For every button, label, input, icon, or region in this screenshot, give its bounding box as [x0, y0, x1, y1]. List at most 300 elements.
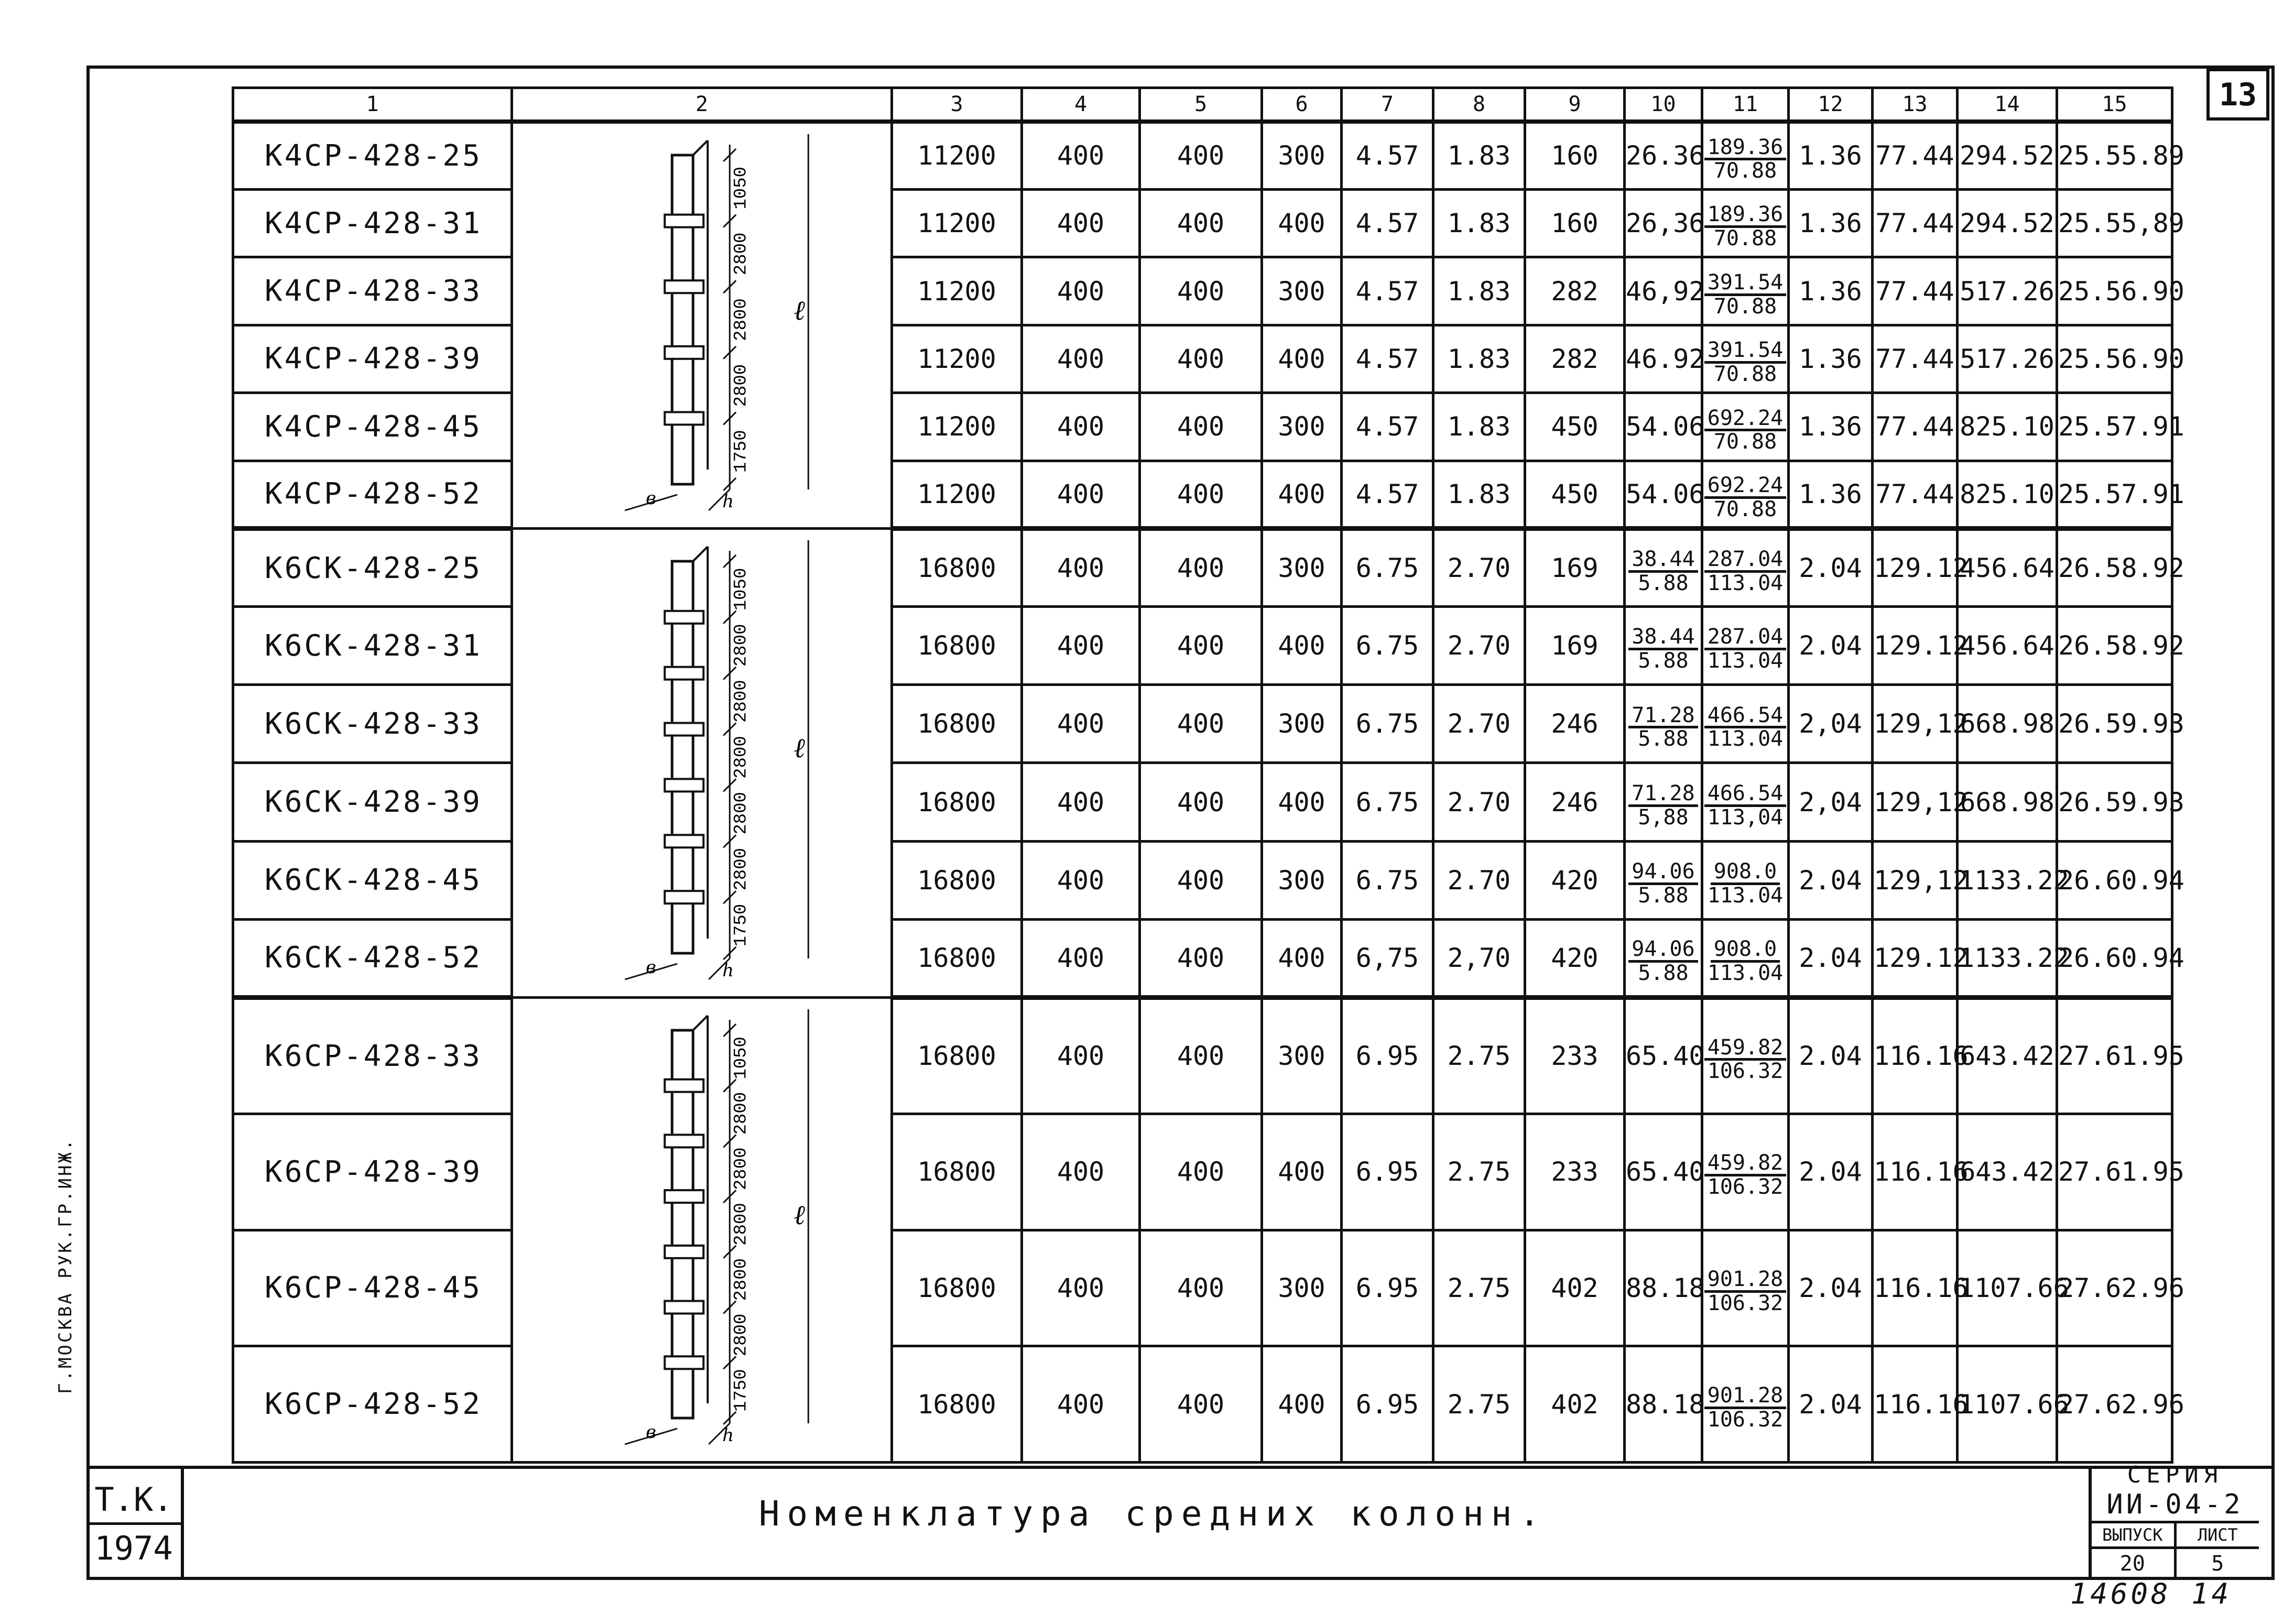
section-label-h: h: [722, 1425, 734, 1446]
value-cell: 456.64: [1958, 607, 2057, 685]
column-mark: К4СР-428-31: [233, 189, 512, 257]
column-mark: К6СР-428-33: [233, 998, 512, 1114]
value-cell: 160: [1525, 122, 1625, 189]
value-cell: 4.57: [1342, 189, 1433, 257]
dimension-label: 2800: [731, 364, 751, 407]
value-cell: 65.40: [1625, 998, 1702, 1114]
fraction-cell: [1702, 607, 1789, 685]
org-code: Т.К.: [94, 1480, 173, 1519]
value-cell: 400: [1022, 1346, 1140, 1463]
value-cell: 129.12: [1873, 607, 1958, 685]
value-cell: 1107.66: [1958, 1346, 2057, 1463]
dimension-label: 1750: [731, 903, 751, 947]
corbel: [665, 346, 703, 359]
numerator: 466.54: [1704, 783, 1787, 807]
dimension-label: 2800: [731, 624, 751, 667]
value-cell: 2,04: [1789, 685, 1873, 763]
value-cell: 402: [1525, 1230, 1625, 1346]
value-cell: 27.61.95: [2057, 998, 2172, 1114]
value-cell: 1.36: [1789, 122, 1873, 189]
fraction-cell: [1702, 998, 1789, 1114]
value-cell: 400: [1022, 189, 1140, 257]
value-cell: 11200: [892, 122, 1022, 189]
fraction-cell: [1702, 1230, 1789, 1346]
denominator: 70.88: [1713, 362, 1777, 386]
value-cell: 16800: [892, 1346, 1022, 1463]
header-cell: 13: [1873, 88, 1958, 122]
header-cell: 7: [1342, 88, 1433, 122]
value-cell: 400: [1140, 461, 1262, 528]
denominator: 106.32: [1707, 1291, 1784, 1315]
header-cell: 5: [1140, 88, 1262, 122]
dimension-label: 2800: [731, 1313, 751, 1357]
fraction: [1704, 861, 1787, 907]
value-cell: 1133.22: [1958, 841, 2057, 919]
value-cell: 517.26: [1958, 325, 2057, 393]
value-cell: 4.57: [1342, 325, 1433, 393]
header-cell: 14: [1958, 88, 2057, 122]
column-mark: К6СР-428-39: [233, 1114, 512, 1230]
value-cell: 25.56.90: [2057, 257, 2172, 325]
fraction-cell: [1702, 325, 1789, 393]
denominator: 113.04: [1707, 727, 1784, 751]
value-cell: 300: [1262, 122, 1342, 189]
value-cell: 1.83: [1433, 325, 1525, 393]
value-cell: 6.95: [1342, 1346, 1433, 1463]
fraction: [1704, 408, 1787, 453]
corbel: [665, 1080, 703, 1092]
value-cell: 400: [1022, 1114, 1140, 1230]
fraction-cell: [1702, 1114, 1789, 1230]
column-mark: К4СР-428-45: [233, 393, 512, 461]
value-cell: 300: [1262, 685, 1342, 763]
value-cell: 400: [1140, 919, 1262, 997]
value-cell: 400: [1022, 325, 1140, 393]
corbel: [665, 1356, 703, 1369]
corbel: [665, 1190, 703, 1203]
value-cell: 160: [1525, 189, 1625, 257]
value-cell: 400: [1022, 1230, 1140, 1346]
value-cell: 16800: [892, 1230, 1022, 1346]
fraction-cell: [1625, 763, 1702, 841]
value-cell: 16800: [892, 998, 1022, 1114]
value-cell: 1.36: [1789, 325, 1873, 393]
value-cell: 400: [1022, 529, 1140, 607]
header-cell: 9: [1525, 88, 1625, 122]
fraction: [1704, 939, 1787, 984]
value-cell: 26.59.93: [2057, 763, 2172, 841]
value-cell: 6.75: [1342, 607, 1433, 685]
denominator: 70.88: [1713, 497, 1777, 521]
value-cell: 2.04: [1789, 998, 1873, 1114]
fraction-cell: [1702, 919, 1789, 997]
value-cell: 2.75: [1433, 998, 1525, 1114]
column-edge: [693, 547, 708, 561]
column-edge: [693, 140, 708, 155]
numerator: 287.04: [1704, 626, 1787, 650]
length-label: ℓ: [793, 733, 805, 764]
value-cell: 77.44: [1873, 257, 1958, 325]
value-cell: 2.04: [1789, 1346, 1873, 1463]
dimension-label: 2800: [731, 232, 751, 276]
value-cell: 88.18: [1625, 1230, 1702, 1346]
fraction: [1628, 861, 1698, 907]
column-drawing: [512, 529, 892, 998]
header-cell: 12: [1789, 88, 1873, 122]
fraction-cell: [1702, 763, 1789, 841]
numerator: 459.82: [1704, 1152, 1787, 1176]
value-cell: 300: [1262, 1230, 1342, 1346]
value-cell: 16800: [892, 841, 1022, 919]
value-cell: 2.04: [1789, 607, 1873, 685]
value-cell: 668.98: [1958, 685, 2057, 763]
value-cell: 517.26: [1958, 257, 2057, 325]
denominator: 70.88: [1713, 294, 1777, 319]
value-cell: 400: [1262, 1114, 1342, 1230]
fraction: [1628, 783, 1698, 829]
value-cell: 2.70: [1433, 841, 1525, 919]
denominator: 113.04: [1707, 649, 1784, 673]
value-cell: 4.57: [1342, 393, 1433, 461]
value-cell: 2.04: [1789, 1230, 1873, 1346]
numerator: 94.06: [1628, 939, 1698, 963]
value-cell: 2.04: [1789, 529, 1873, 607]
value-cell: 46.92: [1625, 325, 1702, 393]
value-cell: 246: [1525, 685, 1625, 763]
corbel: [665, 891, 703, 903]
value-cell: 1107.66: [1958, 1230, 2057, 1346]
title-block-org: [86, 1475, 181, 1573]
dimension-label: 2800: [731, 792, 751, 835]
value-cell: 282: [1525, 325, 1625, 393]
value-cell: 77.44: [1873, 325, 1958, 393]
denominator: 106.32: [1707, 1059, 1784, 1084]
value-cell: 6.95: [1342, 998, 1433, 1114]
value-cell: 400: [1022, 685, 1140, 763]
corbel: [665, 667, 703, 680]
sheet-label: ЛИСТ: [2197, 1525, 2238, 1545]
denominator: 70.88: [1713, 159, 1777, 183]
nomenclature-table: [232, 86, 2184, 1464]
numerator: 189.36: [1704, 137, 1787, 161]
value-cell: 400: [1140, 1346, 1262, 1463]
value-cell: 77.44: [1873, 393, 1958, 461]
value-cell: 400: [1140, 325, 1262, 393]
header-cell: 11: [1702, 88, 1789, 122]
value-cell: 88.18: [1625, 1346, 1702, 1463]
value-cell: 1.36: [1789, 393, 1873, 461]
value-cell: 400: [1022, 393, 1140, 461]
value-cell: 400: [1022, 763, 1140, 841]
numerator: 71.28: [1628, 783, 1698, 807]
corbel: [665, 1135, 703, 1147]
column-mark: К6СК-428-31: [233, 607, 512, 685]
value-cell: 2.04: [1789, 1114, 1873, 1230]
value-cell: 6.75: [1342, 685, 1433, 763]
value-cell: 420: [1525, 919, 1625, 997]
fraction: [1704, 1152, 1787, 1198]
issue-value: 20: [2091, 1549, 2177, 1578]
fraction: [1704, 549, 1787, 594]
column-mark: К4СР-428-33: [233, 257, 512, 325]
column-mark: К6СК-428-33: [233, 685, 512, 763]
column-drawing: [512, 122, 892, 529]
value-cell: 54.06: [1625, 461, 1702, 528]
value-cell: 26.36: [1625, 122, 1702, 189]
fraction-cell: [1702, 529, 1789, 607]
value-cell: 400: [1140, 393, 1262, 461]
value-cell: 400: [1022, 122, 1140, 189]
fraction: [1704, 272, 1787, 318]
dimension-label: 1050: [731, 166, 751, 210]
dimension-label: 2800: [731, 736, 751, 779]
fraction-cell: [1702, 1346, 1789, 1463]
corbel: [665, 835, 703, 847]
value-cell: 400: [1022, 919, 1140, 997]
fraction: [1704, 204, 1787, 249]
numerator: 466.54: [1704, 705, 1787, 729]
header-cell: 4: [1022, 88, 1140, 122]
value-cell: 294.52: [1958, 122, 2057, 189]
fraction-cell: [1625, 841, 1702, 919]
value-cell: 11200: [892, 461, 1022, 528]
value-cell: 402: [1525, 1346, 1625, 1463]
denominator: 106.32: [1707, 1175, 1784, 1200]
value-cell: 233: [1525, 1114, 1625, 1230]
value-cell: 169: [1525, 529, 1625, 607]
value-cell: 129,12: [1873, 685, 1958, 763]
fraction-cell: [1702, 461, 1789, 528]
archive-number: 14608 14: [2070, 1577, 2232, 1610]
value-cell: 643.42: [1958, 998, 2057, 1114]
value-cell: 77.44: [1873, 189, 1958, 257]
denominator: 5.88: [1638, 883, 1689, 908]
numerator: 287.04: [1704, 549, 1787, 573]
column-mark: К4СР-428-25: [233, 122, 512, 189]
column-elevation-drawing: [515, 124, 889, 521]
value-cell: 16800: [892, 1114, 1022, 1230]
fraction: [1704, 1037, 1787, 1083]
value-cell: 400: [1262, 189, 1342, 257]
value-cell: 1.83: [1433, 461, 1525, 528]
value-cell: 4.57: [1342, 461, 1433, 528]
value-cell: 400: [1140, 257, 1262, 325]
corbel: [665, 779, 703, 791]
value-cell: 65.40: [1625, 1114, 1702, 1230]
value-cell: 116.16: [1873, 998, 1958, 1114]
series-label: СЕРИЯ: [2127, 1462, 2223, 1488]
value-cell: 2.75: [1433, 1230, 1525, 1346]
value-cell: 129,12: [1873, 841, 1958, 919]
numerator: 391.54: [1704, 272, 1787, 296]
value-cell: 400: [1022, 841, 1140, 919]
value-cell: 2,70: [1433, 919, 1525, 997]
column-drawing: [512, 998, 892, 1463]
fraction-cell: [1702, 685, 1789, 763]
denominator: 106.32: [1707, 1407, 1784, 1432]
value-cell: 1133.22: [1958, 919, 2057, 997]
value-cell: 1.83: [1433, 257, 1525, 325]
column-body: [672, 155, 693, 484]
value-cell: 11200: [892, 189, 1022, 257]
numerator: 71.28: [1628, 705, 1698, 729]
column-mark: К6СР-428-52: [233, 1346, 512, 1463]
value-cell: 1.36: [1789, 257, 1873, 325]
value-cell: 294.52: [1958, 189, 2057, 257]
value-cell: 400: [1262, 919, 1342, 997]
value-cell: 456.64: [1958, 529, 2057, 607]
value-cell: 129.12: [1873, 919, 1958, 997]
dimension-label: 1050: [731, 1037, 751, 1080]
section-label-h: h: [722, 960, 734, 981]
header-cell: 15: [2057, 88, 2172, 122]
fraction: [1704, 340, 1787, 385]
value-cell: 400: [1140, 607, 1262, 685]
value-cell: 16800: [892, 607, 1022, 685]
value-cell: 668.98: [1958, 763, 2057, 841]
dimension-label: 2800: [731, 680, 751, 723]
fraction-cell: [1702, 393, 1789, 461]
numerator: 38.44: [1628, 626, 1698, 650]
dimension-label: 2800: [731, 1092, 751, 1135]
denominator: 113,04: [1707, 805, 1784, 830]
value-cell: 25.56.90: [2057, 325, 2172, 393]
fraction-cell: [1625, 529, 1702, 607]
value-cell: 1.83: [1433, 189, 1525, 257]
value-cell: 25.57.91: [2057, 461, 2172, 528]
value-cell: 2.75: [1433, 1346, 1525, 1463]
column-mark: К6СК-428-39: [233, 763, 512, 841]
fraction: [1628, 549, 1698, 594]
value-cell: 6,75: [1342, 919, 1433, 997]
section-label-b: в: [645, 957, 656, 978]
value-cell: 233: [1525, 998, 1625, 1114]
value-cell: 25.55.89: [2057, 122, 2172, 189]
corbel: [665, 412, 703, 424]
value-cell: 1.36: [1789, 461, 1873, 528]
value-cell: 2.70: [1433, 685, 1525, 763]
fraction: [1628, 939, 1698, 984]
fraction: [1704, 137, 1787, 182]
value-cell: 77.44: [1873, 122, 1958, 189]
value-cell: 400: [1262, 763, 1342, 841]
series-value: ИИ-04-2: [2091, 1488, 2259, 1523]
value-cell: 25.55,89: [2057, 189, 2172, 257]
denominator: 113.04: [1707, 883, 1784, 908]
column-mark: К6СР-428-45: [233, 1230, 512, 1346]
value-cell: 420: [1525, 841, 1625, 919]
dimension-label: 2800: [731, 847, 751, 891]
value-cell: 246: [1525, 763, 1625, 841]
value-cell: 16800: [892, 919, 1022, 997]
fraction-cell: [1702, 122, 1789, 189]
sheet-title: Номенклатура средних колонн.: [758, 1494, 1548, 1534]
header-cell: 8: [1433, 88, 1525, 122]
value-cell: 16800: [892, 763, 1022, 841]
header-cell: 3: [892, 88, 1022, 122]
value-cell: 2.75: [1433, 1114, 1525, 1230]
fraction-cell: [1702, 841, 1789, 919]
value-cell: 643.42: [1958, 1114, 2057, 1230]
fraction: [1704, 475, 1787, 520]
denominator: 5.88: [1638, 961, 1689, 985]
value-cell: 400: [1140, 1230, 1262, 1346]
fraction-cell: [1625, 685, 1702, 763]
value-cell: 825.10: [1958, 393, 2057, 461]
fraction: [1704, 783, 1787, 829]
sheet-value: 5: [2211, 1552, 2224, 1576]
value-cell: 400: [1140, 529, 1262, 607]
value-cell: 300: [1262, 257, 1342, 325]
header-cell: 10: [1625, 88, 1702, 122]
value-cell: 300: [1262, 998, 1342, 1114]
issue-label: ВЫПУСК: [2091, 1523, 2177, 1546]
corbel: [665, 611, 703, 624]
value-cell: 400: [1262, 461, 1342, 528]
numerator: 38.44: [1628, 549, 1698, 573]
value-cell: 4.57: [1342, 257, 1433, 325]
fraction-cell: [1702, 257, 1789, 325]
denominator: 5.88: [1638, 571, 1689, 596]
numerator: 459.82: [1704, 1037, 1787, 1061]
value-cell: 2.04: [1789, 841, 1873, 919]
value-cell: 300: [1262, 529, 1342, 607]
numerator: 901.28: [1704, 1385, 1787, 1409]
denominator: 5.88: [1638, 649, 1689, 673]
value-cell: 11200: [892, 393, 1022, 461]
value-cell: 2.04: [1789, 919, 1873, 997]
sheet-number: 13: [2206, 68, 2269, 121]
value-cell: 16800: [892, 685, 1022, 763]
value-cell: 77.44: [1873, 461, 1958, 528]
header-cell: 6: [1262, 88, 1342, 122]
value-cell: 129.12: [1873, 529, 1958, 607]
fraction: [1704, 1385, 1787, 1431]
value-cell: 116.16: [1873, 1114, 1958, 1230]
numerator: 692.24: [1704, 475, 1787, 499]
value-cell: 2.70: [1433, 607, 1525, 685]
column-mark: К6СК-428-52: [233, 919, 512, 997]
value-cell: 2.70: [1433, 529, 1525, 607]
value-cell: 400: [1140, 763, 1262, 841]
column-elevation-drawing: [515, 999, 889, 1455]
value-cell: 116.16: [1873, 1230, 1958, 1346]
column-mark: К6СК-428-25: [233, 529, 512, 607]
value-cell: 26.60.94: [2057, 841, 2172, 919]
value-cell: 300: [1262, 841, 1342, 919]
value-cell: 400: [1262, 1346, 1342, 1463]
dimension-label: 1050: [731, 568, 751, 611]
value-cell: 2.70: [1433, 763, 1525, 841]
numerator: 908.0: [1711, 861, 1780, 885]
dimension-label: 2800: [731, 298, 751, 341]
header-cell: 2: [512, 88, 892, 122]
corbel: [665, 1301, 703, 1314]
value-cell: 16800: [892, 529, 1022, 607]
value-cell: 450: [1525, 461, 1625, 528]
corbel: [665, 215, 703, 227]
denominator: 5.88: [1638, 727, 1689, 751]
value-cell: 400: [1140, 189, 1262, 257]
value-cell: 400: [1262, 607, 1342, 685]
corbel: [665, 1246, 703, 1258]
denominator: 113.04: [1707, 961, 1784, 985]
value-cell: 6.75: [1342, 841, 1433, 919]
value-cell: 1.83: [1433, 393, 1525, 461]
section-label-h: h: [722, 491, 734, 512]
numerator: 901.28: [1704, 1269, 1787, 1293]
table-row: [233, 998, 2172, 1114]
